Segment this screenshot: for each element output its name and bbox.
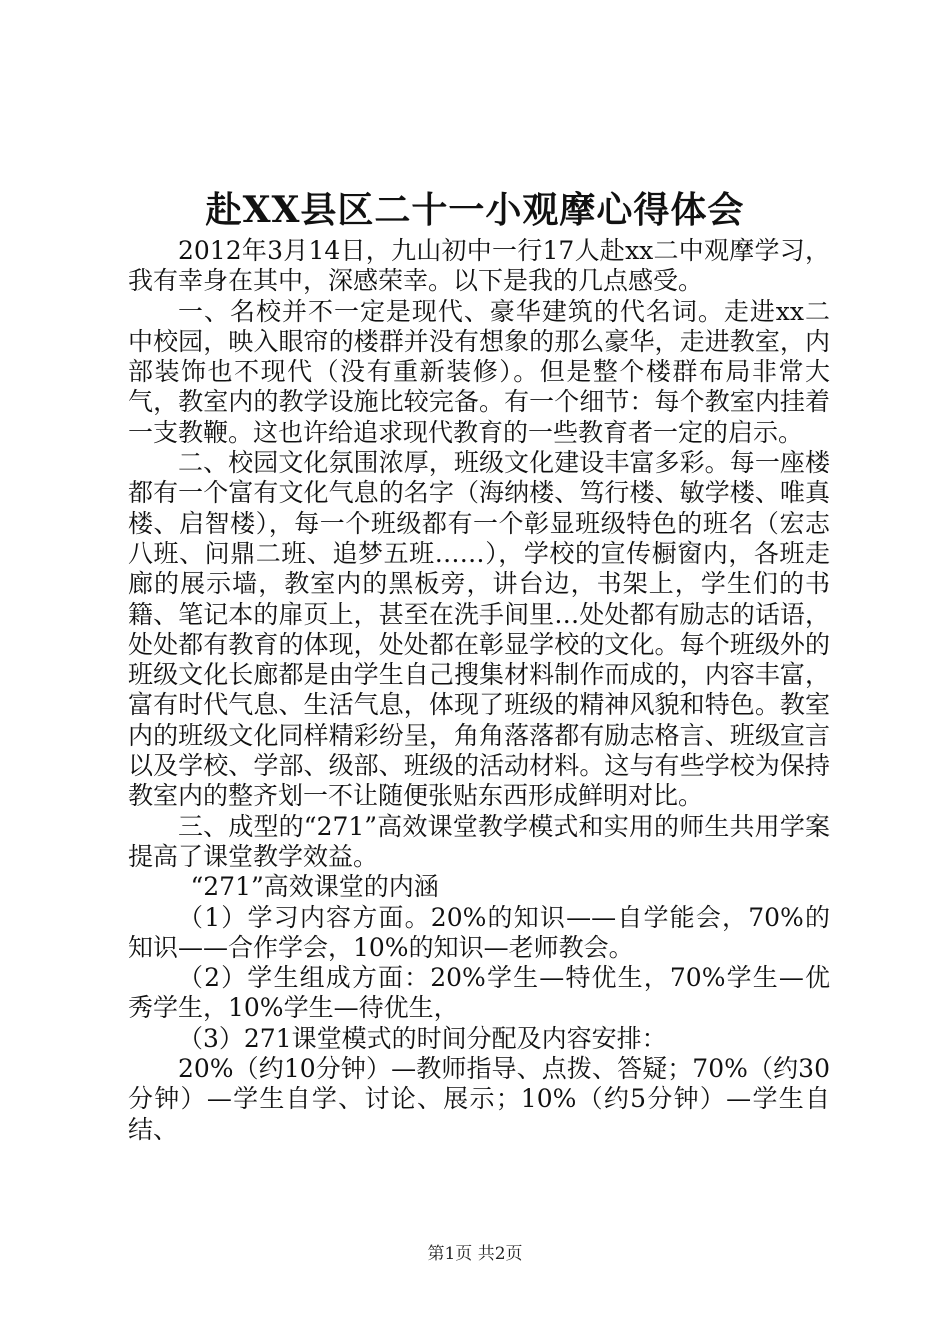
paragraph-intro: 2012年3月14日，九山初中一行17人赴xx二中观摩学习，我有幸身在其中，深感荣幸。以下是我的几点感受。 [128, 236, 830, 296]
page-number-footer: 第1页 共2页 [427, 1244, 523, 1264]
paragraph-time-allocation: 20%（约10分钟）—教师指导、点拨、答疑；70%（约30分钟）—学生自学、讨论、展示；10%（约5分钟）—学生自结、 [128, 1054, 830, 1144]
paragraph-item-three: （3）271课堂模式的时间分配及内容安排： [178, 1023, 667, 1053]
document-body [128, 236, 830, 1145]
paragraph-item-one: （1）学习内容方面。20%的知识——自学能会，70%的知识——合作学会，10%的知识—老师教会。 [128, 902, 830, 962]
paragraph-subheading: “271”高效课堂的内涵 [190, 872, 439, 902]
document-title: 赴XX县区二十一小观摩心得体会 [205, 189, 745, 231]
paragraph-point-one: 一、名校并不一定是现代、豪华建筑的代名词。走进xx二中校园，映入眼帘的楼群并没有想象的那么豪华，走进教室，内部装饰也不现代（没有重新装修）。但是整个楼群布局非常大气，教室内的教学设施比较完备。有一个细节：每个教室内挂着一支教鞭。这也许给追求现代教育的一些教育者一定的启示。 [128, 296, 830, 447]
paragraph-item-two: （2）学生组成方面：20%学生—特优生，70%学生—优秀学生，10%学生—待优生， [128, 963, 830, 1023]
paragraph-point-three: 三、成型的“271”高效课堂教学模式和实用的师生共用学案提高了课堂教学效益。 [128, 811, 830, 871]
paragraph-point-two: 二、校园文化氛围浓厚，班级文化建设丰富多彩。每一座楼都有一个富有文化气息的名字（海纳楼、笃行楼、敏学楼、唯真楼、启智楼），每一个班级都有一个彰显班级特色的班名（宏志八班、问鼎二班、追梦五班……），学校的宣传橱窗内，各班走廊的展示墙，教室内的黑板旁，讲台边，书架上，学生们的书籍、笔记本的扉页上，甚至在洗手间里…处处都有励志的话语，处处都有教育的体现，处处都在彰显学校的文化。每个班级外的班级文化长廊都是由学生自己搜集材料制作而成的，内容丰富，富有时代气息、生活气息，体现了班级的精神风貌和特色。教室内的班级文化同样精彩纷呈，角角落落都有励志格言、班级宣言以及学校、学部、级部、班级的活动材料。这与有些学校为保持教室内的整齐划一不让随便张贴东西形成鲜明对比。 [128, 448, 830, 811]
